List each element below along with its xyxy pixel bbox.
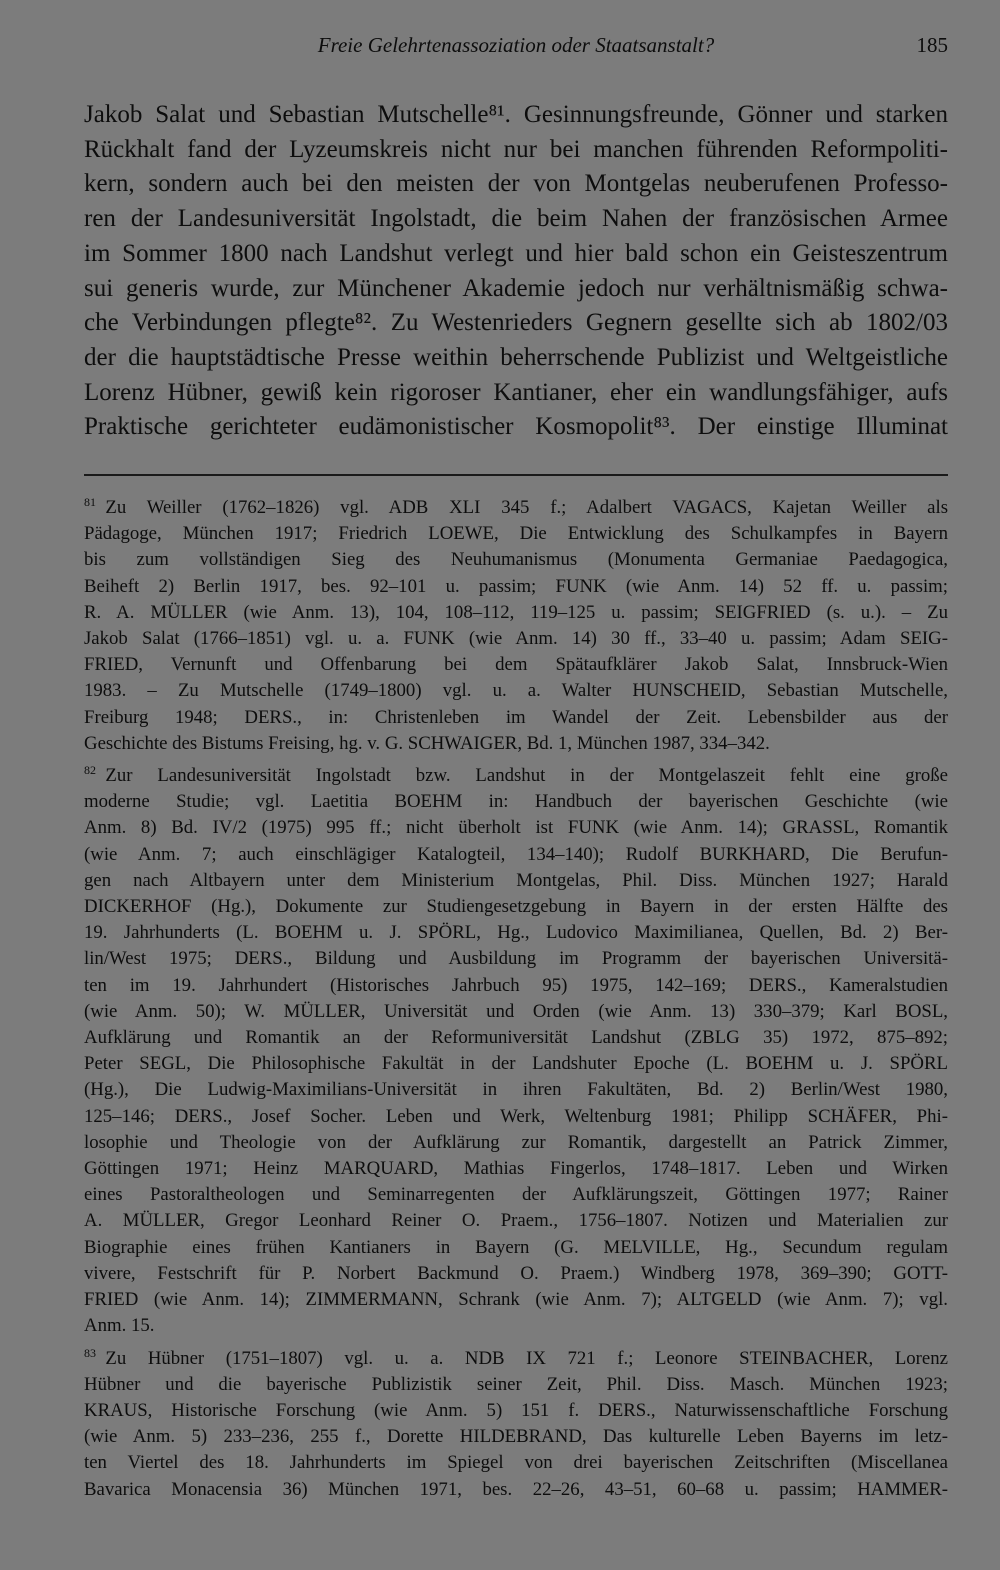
footnote-line (84, 1261, 948, 1287)
footnote-text: Jakob Salat (1766–1851) vgl. u. a. FUNK (wie Anm. 14) 30 ff., 33–40 u. passim; Adam SEIG- (84, 628, 948, 650)
footnote-text: eines Pastoraltheologen und Seminarregenten der Aufklärungszeit, Göttingen 1977; Rainer (84, 1184, 948, 1206)
body-line: im Sommer 1800 nach Landshut verlegt und hier bald schon ein Geisteszentrum (84, 239, 948, 267)
footnote-text: Zu Hübner (1751–1807) vgl. u. a. NDB IX 721 f.; Leonore STEINBACHER, Lorenz (105, 1347, 948, 1369)
footnote-number: 81 (84, 495, 96, 509)
footnote-text: FRIED (wie Anm. 14); ZIMMERMANN, Schrank (wie Anm. 7); ALTGELD (wie Anm. 7); vgl. (84, 1289, 948, 1311)
footnote-text: Zur Landesuniversität Ingolstadt bzw. Landshut in der Montgelaszeit fehlt eine große (105, 765, 948, 787)
footnote-text: Göttingen 1971; Heinz MARQUARD, Mathias Fingerlos, 1748–1817. Leben und Wirken (84, 1158, 948, 1180)
footnote-line (84, 1477, 948, 1503)
running-title: Freie Gelehrtenassoziation oder Staatsanstalt? (317, 33, 715, 57)
footnote-text: R. A. MÜLLER (wie Anm. 13), 104, 108–112, 119–125 u. passim; SEIGFRIED (s. u.). – Zu (84, 601, 948, 623)
footnote-text: bis zum vollständigen Sieg des Neuhumanismus (Monumenta Germaniae Paedagogica, (84, 549, 948, 571)
footnote-line (84, 1235, 948, 1261)
footnote-line (84, 521, 948, 547)
footnote-text: A. MÜLLER, Gregor Leonhard Reiner O. Praem., 1756–1807. Notizen und Materialien zur (84, 1210, 948, 1232)
body-line: che Verbindungen pflegte⁸². Zu Westenrieders Gegnern gesellte sich ab 1802/03 (84, 309, 948, 337)
body-line: der die hauptstädtische Presse weithin beherrschende Publizist und Weltgeistliche (84, 343, 948, 371)
footnote-rule (84, 474, 948, 476)
footnote-line (84, 574, 948, 600)
footnote-text: (Hg.), Die Ludwig-Maximilians-Universität in ihren Fakultäten, Bd. 2) Berlin/West 1980, (84, 1079, 948, 1101)
body-line: kern, sondern auch bei den meisten der von Montgelas neuberufenen Professo- (84, 170, 948, 198)
footnote-line (84, 652, 948, 678)
footnote-text: 125–146; DERS., Josef Socher. Leben und Werk, Weltenburg 1981; Philipp SCHÄFER, Phi- (84, 1105, 948, 1127)
footnote-line (84, 1208, 948, 1234)
footnote-text: ten im 19. Jahrhundert (Historisches Jahrbuch 95) 1975, 142–169; DERS., Kameralstudien (84, 974, 948, 996)
body-line: ren der Landesuniversität Ingolstadt, die beim Nahen der französischen Armee (84, 205, 948, 233)
page-number: 185 (916, 33, 948, 57)
body-line: Lorenz Hübner, gewiß kein rigoroser Kantianer, eher ein wandlungsfähiger, aufs (84, 378, 948, 406)
footnote-line (84, 1025, 948, 1051)
footnote-text: Hübner und die bayerische Publizistik seiner Zeit, Phil. Diss. Masch. München 1923; (84, 1373, 948, 1395)
footnote-line (84, 1156, 948, 1182)
body-line: Praktische gerichteter eudämonistischer Kosmopolit⁸³. Der einstige Illuminat (84, 413, 948, 441)
footnote-text: (wie Anm. 5) 233–236, 255 f., Dorette HILDEBRAND, Das kulturelle Leben Bayerns im letz- (84, 1426, 948, 1448)
running-head (84, 33, 948, 63)
footnote-text: Freiburg 1948; DERS., in: Christenleben im Wandel der Zeit. Lebensbilder aus der (84, 706, 948, 728)
footnote-text: 1983. – Zu Mutschelle (1749–1800) vgl. u. a. Walter HUNSCHEID, Sebastian Mutschelle, (84, 680, 948, 702)
footnote-text: gen nach Altbayern unter dem Ministerium Montgelas, Phil. Diss. München 1927; Harald (84, 869, 948, 891)
footnote-line (84, 731, 948, 757)
body-text (84, 98, 948, 445)
footnote-line (84, 600, 948, 626)
footnote-line (84, 547, 948, 573)
footnote-text: Peter SEGL, Die Philosophische Fakultät in der Landshuter Epoche (L. BOEHM u. J. SPÖRL (84, 1053, 948, 1075)
body-line: Jakob Salat und Sebastian Mutschelle⁸¹. Gesinnungsfreunde, Gönner und starken (84, 101, 948, 128)
body-line: Rückhalt fand der Lyzeumskreis nicht nur bei manchen führenden Reformpoliti- (84, 135, 948, 163)
footnote-line (84, 1182, 948, 1208)
footnote-text: Bavarica Monacensia 36) München 1971, bes. 22–26, 43–51, 60–68 u. passim; HAMMER- (84, 1478, 948, 1500)
footnote-text: Aufklärung und Romantik an der Reformuniversität Landshut (ZBLG 35) 1972, 875–892; (84, 1027, 948, 1049)
footnote-line (84, 705, 948, 731)
footnote-line (84, 678, 948, 704)
footnote-line (84, 1130, 948, 1156)
footnote-line (84, 1287, 948, 1313)
footnote-number: 82 (84, 763, 96, 778)
footnote-text: (wie Anm. 50); W. MÜLLER, Universität und Orden (wie Anm. 13) 330–379; Karl BOSL, (84, 1000, 948, 1022)
footnote-text: lin/West 1975; DERS., Bildung und Ausbildung im Programm der bayerischen Universitä- (84, 948, 948, 970)
footnote-line (84, 946, 948, 972)
footnote-text: KRAUS, Historische Forschung (wie Anm. 5) 151 f. DERS., Naturwissenschaftliche Forschung (84, 1399, 948, 1421)
footnote-text: 19. Jahrhunderts (L. BOEHM u. J. SPÖRL, Hg., Ludovico Maximilianea, Quellen, Bd. 2) Ber- (84, 922, 948, 944)
footnote-text: DICKERHOF (Hg.), Dokumente zur Studiengesetzgebung in Bayern in der ersten Hälfte des (84, 896, 948, 918)
footnote-text: FRIED, Vernunft und Offenbarung bei dem Spätaufklärer Jakob Salat, Innsbruck-Wien (84, 654, 948, 676)
footnote-text: vivere, Festschrift für P. Norbert Backmund O. Praem.) Windberg 1978, 369–390; GOTT- (84, 1262, 948, 1284)
footnote-text: Beiheft 2) Berlin 1917, bes. 92–101 u. passim; FUNK (wie Anm. 14) 52 ff. u. passim; (84, 575, 948, 597)
footnote-text: Anm. 15. (84, 1315, 155, 1337)
body-line: sui generis wurde, zur Münchener Akademie jedoch nur verhältnismäßig schwa- (84, 274, 948, 302)
footnotes (84, 489, 948, 1503)
footnote-line (84, 815, 948, 841)
footnote-line (84, 1104, 948, 1130)
footnote-number: 83 (84, 1345, 96, 1360)
footnote-line (84, 999, 948, 1025)
footnote-start-line (84, 489, 948, 521)
footnote-text: moderne Studie; vgl. Laetitia BOEHM in: Handbuch der bayerischen Geschichte (wie (84, 791, 948, 813)
footnote-text: ten Viertel des 18. Jahrhunderts im Spiegel von drei bayerischen Zeitschriften (Miscellanea (84, 1452, 948, 1474)
footnote-text: (wie Anm. 7; auch einschlägiger Katalogteil, 134–140); Rudolf BURKHARD, Die Berufun- (84, 843, 948, 865)
footnote-line (84, 842, 948, 868)
footnote-line (84, 973, 948, 999)
footnote-text: Biographie eines frühen Kantianers in Bayern (G. MELVILLE, Hg., Secundum regulam (84, 1236, 948, 1258)
footnote-line (84, 1398, 948, 1424)
footnote-start-line (84, 1340, 948, 1372)
footnote-line (84, 1051, 948, 1077)
footnote-start-line (84, 757, 948, 789)
footnote-line (84, 1372, 948, 1398)
footnote-line (84, 920, 948, 946)
footnote-text: Geschichte des Bistums Freising, hg. v. G. SCHWAIGER, Bd. 1, München 1987, 334–342. (84, 732, 770, 754)
footnote-text: losophie und Theologie von der Aufklärung zur Romantik, dargestellt an Patrick Zimmer, (84, 1131, 948, 1153)
footnote-line (84, 868, 948, 894)
footnote-line (84, 894, 948, 920)
footnote-line (84, 1313, 948, 1339)
footnote-line (84, 1450, 948, 1476)
footnote-text: Zu Weiller (1762–1826) vgl. ADB XLI 345 f.; Adalbert VAGACS, Kajetan Weiller als (105, 497, 948, 518)
footnote-line (84, 1077, 948, 1103)
footnote-text: Pädagoge, München 1917; Friedrich LOEWE, Die Entwicklung des Schulkampfes in Bayern (84, 523, 948, 545)
footnote-text: Anm. 8) Bd. IV/2 (1975) 995 ff.; nicht überholt ist FUNK (wie Anm. 14); GRASSL, Romantik (84, 817, 948, 839)
footnote-line (84, 1424, 948, 1450)
footnote-line (84, 626, 948, 652)
footnote-line (84, 789, 948, 815)
